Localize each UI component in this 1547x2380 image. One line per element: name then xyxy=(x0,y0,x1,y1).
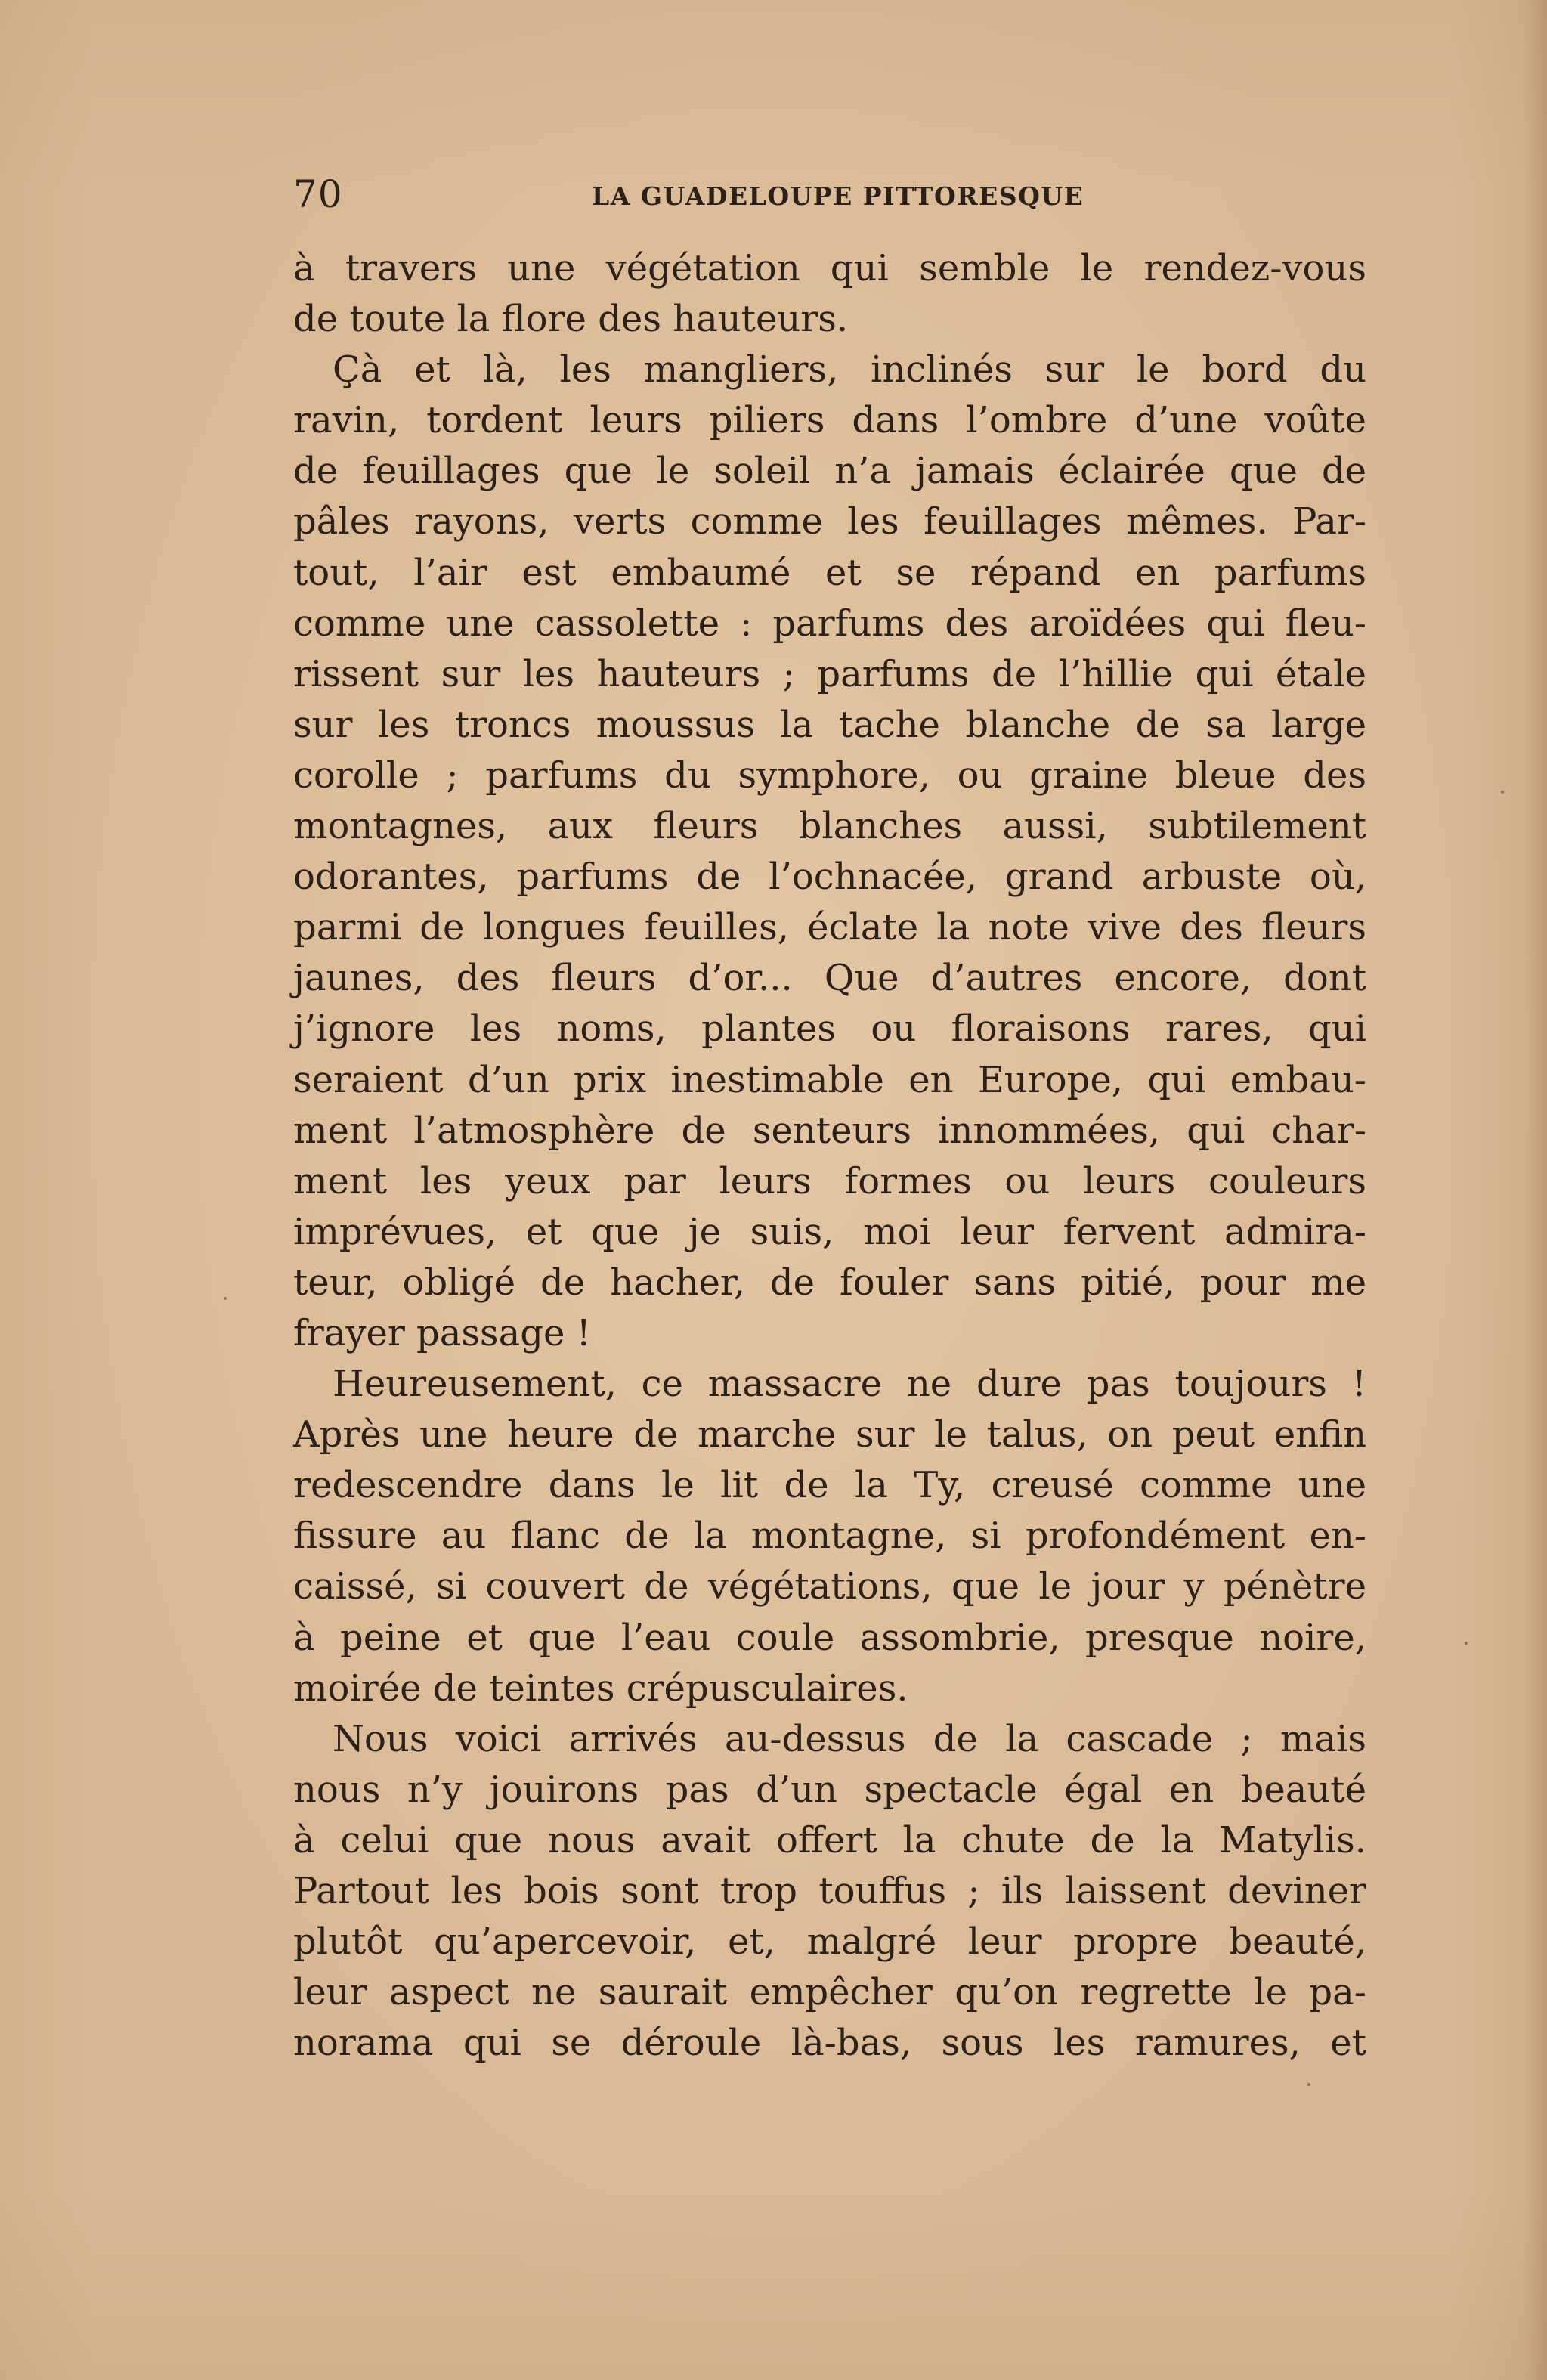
running-head: LA GUADELOUPE PITTORESQUE xyxy=(592,181,1084,211)
text-line: jaunes, des fleurs d’or... Que d’autres encore, dont xyxy=(293,957,1366,1000)
text-line: Partout les bois sont trop touffus ; ils laissent deviner xyxy=(293,1870,1366,1912)
text-line: Çà et là, les mangliers, inclinés sur le bord du xyxy=(333,348,1366,392)
text-line: odorantes, parfums de l’ochnacée, grand arbuste où, xyxy=(293,856,1366,899)
text-line: à travers une végétation qui semble le rendez-vous xyxy=(293,247,1366,289)
text-line: corolle ; parfums du symphore, ou graine bleue des xyxy=(293,754,1366,797)
text-line: fissure au flanc de la montagne, si profondément en- xyxy=(293,1515,1366,1558)
text-line: de feuillages que le soleil n’a jamais éclairée que de xyxy=(293,450,1366,493)
text-line: ment les yeux par leurs formes ou leurs couleurs xyxy=(293,1159,1366,1202)
text-line: norama qui se déroule là-bas, sous les ramures, et xyxy=(293,2022,1366,2065)
paper-speck xyxy=(1465,1642,1468,1645)
text-line: ravin, tordent leurs piliers dans l’ombre d’une voûte xyxy=(293,399,1366,442)
text-line: tout, l’air est embaumé et se répand en parfums xyxy=(293,551,1366,594)
text-line: montagnes, aux fleurs blanches aussi, subtilement xyxy=(293,805,1366,848)
page-number: 70 xyxy=(293,172,343,216)
text-line: teur, obligé de hacher, de fouler sans pitié, pour me xyxy=(293,1261,1366,1304)
text-line: moirée de teintes crépusculaires. xyxy=(293,1667,908,1710)
text-line: Nous voici arrivés au-dessus de la cascade ; mais xyxy=(333,1717,1366,1760)
text-line: Après une heure de marche sur le talus, on peut enfin xyxy=(293,1413,1366,1456)
text-line: de toute la flore des hauteurs. xyxy=(293,298,849,341)
text-line: leur aspect ne saurait empêcher qu’on regrette le pa- xyxy=(293,1971,1366,2014)
page-header xyxy=(293,168,1366,216)
text-line: ment l’atmosphère de senteurs innommées, qui char- xyxy=(293,1109,1366,1152)
text-line: frayer passage ! xyxy=(293,1311,591,1354)
text-line: à celui que nous avait offert la chute de la Matylis. xyxy=(293,1818,1366,1862)
text-line: redescendre dans le lit de la Ty, creusé comme une xyxy=(293,1464,1366,1507)
paper-speck xyxy=(224,1297,227,1300)
text-line: sur les troncs moussus la tache blanche de sa large xyxy=(293,703,1366,746)
text-line: rissent sur les hauteurs ; parfums de l’hillie qui étale xyxy=(293,652,1366,695)
text-line: j’ignore les noms, plantes ou floraisons rares, qui xyxy=(293,1007,1366,1051)
text-line: comme une cassolette : parfums des aroïdées qui fleu- xyxy=(293,602,1366,645)
text-line: caissé, si couvert de végétations, que le jour y pénètre xyxy=(293,1565,1366,1608)
text-line: plutôt qu’apercevoir, et, malgré leur propre beauté, xyxy=(293,1920,1366,1964)
text-line: imprévues, et que je suis, moi leur fervent admira- xyxy=(293,1210,1366,1253)
text-line: nous n’y jouirons pas d’un spectacle égal en beauté xyxy=(293,1768,1366,1811)
text-line: parmi de longues feuilles, éclate la note vive des fleurs xyxy=(293,906,1366,949)
text-line: à peine et que l’eau coule assombrie, presque noire, xyxy=(293,1616,1366,1659)
text-line: seraient d’un prix inestimable en Europe, qui embau- xyxy=(293,1058,1366,1101)
text-line: pâles rayons, verts comme les feuillages mêmes. Par- xyxy=(293,500,1366,543)
text-line: Heureusement, ce massacre ne dure pas toujours ! xyxy=(333,1363,1366,1406)
body-text xyxy=(293,243,1366,2069)
page-edge-shadow xyxy=(1524,0,1547,2380)
paper-speck xyxy=(1307,2083,1310,2086)
paper-speck xyxy=(1501,791,1504,794)
